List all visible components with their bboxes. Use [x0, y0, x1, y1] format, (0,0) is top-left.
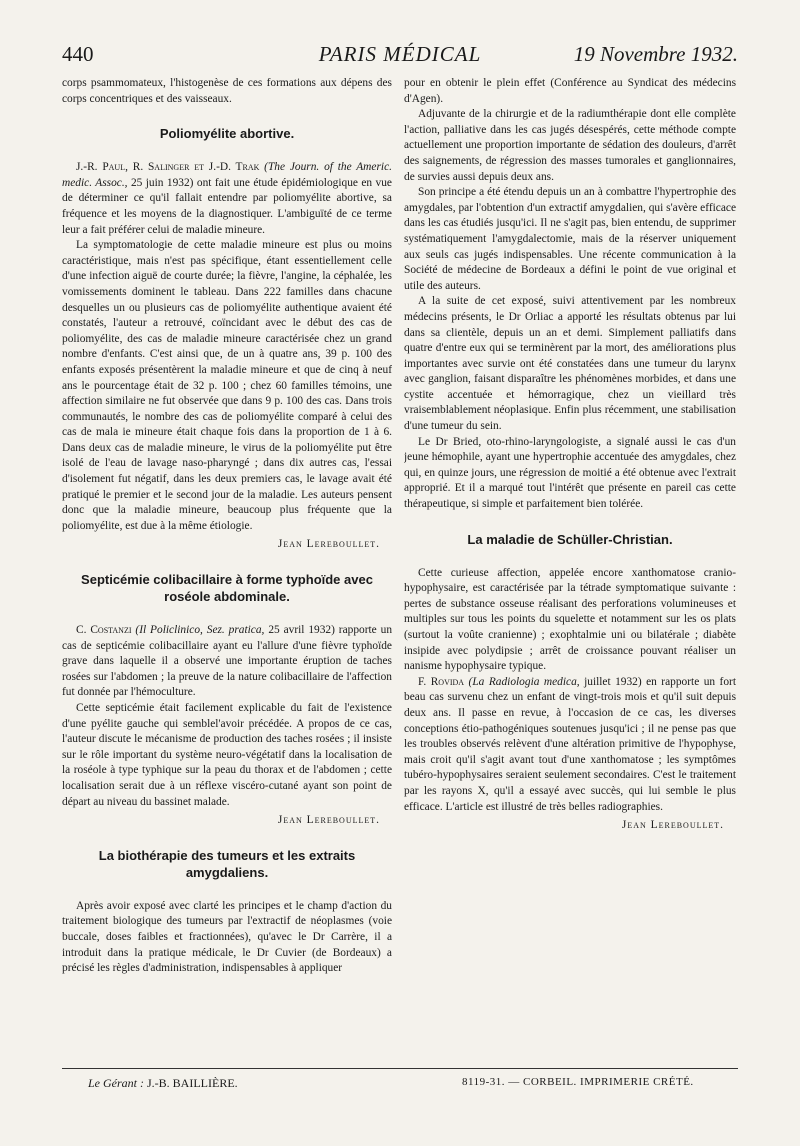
reference-text: juillet 1932) en rapporte un fort beau cas survenu chez un enfant de vingt-trois mois et qu'il suit depuis deux ans. Il passe en revue, à l'occasion de ce cas, les diverses conceptions étio-pathogéniques soutenues jusqu'ici ; il ne pense pas que les troubles observés relèvent d'une altération primitive de l'hypophyse, mais croit qu'il s'agit avant tout d'une xanthomatose ; les symptômes tubéro-hypophysaires seraient seulement secondaires. C'est le traitement par les rayons X, qu'il a essayé avec succès, qui lui semble le plus efficace. L'article est illustré de très belles radiographies.	[404, 675, 736, 813]
carryover-paragraph: corps psammomateux, l'histogenèse de ces formations aux dépens des corps concentriques et des vaisseaux.	[62, 77, 392, 105]
reference-text: 25 avril 1932) rapporte un cas de septicémie colibacillaire ayant eu l'allure d'une fièvre typhoïde grave dans laquelle il a observé une importante éruption de taches rosées sur l'abdomen ; la preuve de la nature colibacillaire de l'affection fut donnée par l'hémoculture.	[62, 624, 392, 699]
footer-printer: 8119-31. — CORBEIL. IMPRIMERIE CRÉTÉ.	[462, 1076, 694, 1088]
footer-gerant	[88, 1076, 238, 1091]
body-paragraph: A la suite de cet exposé, suivi attentivement par les nombreux médecins présents, le Dr Orliac a apporté les résultats obtenus par lui dans sa clientèle, depuis un an et demi. Simplement palliatifs dans quatre d'entre eux qui se terminèrent par la mort, des améliorations plus importantes avec survie ont été constatées dans une tumeur du larynx avec ganglion, faisant disparaître les phénomènes morbides, et dans une cystite accentuée et hémorragique, chez un vieillard très vraisemblablement néoplasique. Enfin plus récemment, une stabilisation d'une tumeur du sein.	[404, 295, 736, 433]
reference-text: 25 juin 1932) ont fait une étude épidémiologique en vue de déterminer ce qu'il fallait entendre par poliomyélite abortive, sa fréquence et les moyens de la diagnostiquer. L'ambiguïté de ce terme leur a fait préférer celui de maladie mineure.	[62, 176, 392, 236]
body-paragraph: La symptomatologie de cette maladie mineure est plus ou moins caractéristique, mais n'est pas spécifique, étant essentiellement celle d'une infection aiguë de courte durée; la fièvre, l'angine, la céphalée, les vomissements dominent le tableau. Dans 222 familles dans chacune desquelles un ou plusieurs cas de poliomyélite authentique avaient été constatés, l'auteur a retrouvé, coïncidant avec le début des cas de poliomyélite, des cas de maladie mineure caractérisée chez un grand nombre d'enfants. C'est ainsi que, de un à quatre ans, 39 p. 100 des enfants exposés présentèrent la maladie mineure et que de cinq à neuf ans le pourcentage était de 32 p. 100 ; chez 60 familles témoins, une affection similaire ne fut observée que dans 9 p. 100 des cas. Dans trois communautés, le nombre des cas de poliomyélite comparé à celui des cas de mala ie mineure était chaque fois dans la proportion de 1 à 6. Dans deux cas de maladie mineure, le virus de la poliomyélite put être isolé de l'eau de lavage naso-pharyngé ; dans dix autres cas, l'essai d'isolement fut négatif, dans les deux premiers cas, le lavage avait été pratiqué le premier et le second jour de la maladie. Les auteurs pensent donc que la maladie mineure, beaucoup plus fréquente que la poliomyélite, est due à la même étiologie.	[62, 239, 392, 532]
section-title-schuller-christian: La maladie de Schüller-Christian.	[467, 531, 673, 547]
reference-authors: F. Rovida	[418, 675, 465, 688]
carryover-paragraph: pour en obtenir le plein effet (Conférence au Syndicat des médecins d'Agen).	[404, 77, 736, 105]
section-title-biotherapie: La biothérapie des tumeurs et les extraits amygdaliens.	[98, 847, 356, 880]
reference-paragraph	[404, 675, 736, 815]
body-paragraph: Cette septicémie était facilement explicable du fait de l'existence d'une pyélite gauche qui semblel'avoir précédée. A propos de ce cas, l'auteur discute le mécanisme de production des taches rosées ; il insiste sur le rôle important du système neuro-végétatif dans la localisation de la roséole à type typhique sur la peau du thorax et de l'abdomen ; cette localisation serait due à un réflexe viscéro-cutané ayant son point de départ au niveau du bassinet malade.	[62, 702, 392, 808]
issue-date: 19 Novembre 1932.	[573, 42, 738, 66]
section-title-poliomyelite: Poliomyélite abortive.	[159, 126, 295, 142]
gerant-name: J.-B. BAILLIÈRE.	[147, 1076, 238, 1090]
running-title: PARIS MÉDICAL	[318, 42, 482, 66]
page-number: 440	[62, 42, 94, 66]
gerant-label: Le Gérant :	[88, 1076, 144, 1090]
author-signature: Jean Lereboullet.	[277, 538, 380, 551]
reference-journal: (The Journ. of the Americ. medic. Assoc.,	[62, 161, 392, 189]
left-column	[62, 76, 392, 1061]
reference-journal: (Il Policlinico, Sez. pratica,	[135, 624, 265, 637]
footer-divider	[62, 1068, 738, 1069]
author-signature: Jean Lereboullet.	[277, 814, 380, 827]
author-signature: Jean Lereboullet.	[621, 819, 724, 832]
body-paragraph: Le Dr Bried, oto-rhino-laryngologiste, a signalé aussi le cas d'un jeune hémophile, ayant une hypertrophie accentuée des amygdales, chez qui, en quinze jours, une régression de moitié a été obtenue avec l'extrait approprié. Et il a marqué tout l'intérêt que présente en pareil cas cette thérapeutique, si simple et parfaitement bien tolérée.	[404, 435, 736, 511]
section-title-septicemie: Septicémie colibacillaire à forme typhoïde avec roséole abdominale.	[81, 572, 373, 605]
body-paragraph: Adjuvante de la chirurgie et de la radiumthérapie dont elle complète l'action, palliative dans les cas jugés désespérés, cette méthode compte actuellement une proportion importante de sédation des douleurs, d'arrêt des saignements, de régression des masses tumorales et ganglionnaires, de survies aussi depuis deux ans.	[404, 108, 736, 183]
reference-paragraph	[62, 160, 392, 238]
reference-authors: J.-R. Paul, R. Salinger et J.-D. Trak	[76, 161, 260, 174]
body-paragraph: Après avoir exposé avec clarté les principes et le champ d'action du traitement biologique des tumeurs par l'extractif de néoplasmes (voie buccale, doses faibles et fractionnées), qu'avec le Dr Carrère, il a introduit dans la pratique médicale, le Dr Cuvier (de Bordeaux) a précisé les règles d'administration, indispensables à appliquer	[62, 899, 392, 975]
body-paragraph: Son principe a été étendu depuis un an à combattre l'hypertrophie des amygdales, par l'obtention d'un extractif amygdalien, qui s'avère efficace dans les cas étudiés jusqu'ici. Il ne s'agit pas, bien entendu, de supprimer systématiquement l'amygdalectomie, mais de la réserver uniquement aux seuls cas jugés indispensables. Une récente communication à la Société de médecine de Bordeaux a défini le point de vue original et utile des auteurs.	[404, 186, 736, 292]
reference-journal: (La Radiologia medica,	[468, 675, 580, 688]
right-column	[404, 76, 736, 1061]
reference-authors: C. Costanzi	[76, 624, 132, 637]
body-paragraph: Cette curieuse affection, appelée encore xanthomatose cranio-hypophysaire, est caractérisée par la tétrade symptomatique suivante : pertes de substance osseuse réalisant des perforations volumineuses et multiples sur tous les points du squelette et notamment sur les os plats (surtout la voûte cranienne) ; exophtalmie uni ou bilatérale ; diabète insipide avec polydipsie ; arrêt de croissance pouvant réaliser un nanisme hypophysaire typique.	[404, 566, 736, 673]
page-header	[62, 42, 738, 72]
reference-paragraph	[62, 623, 392, 701]
